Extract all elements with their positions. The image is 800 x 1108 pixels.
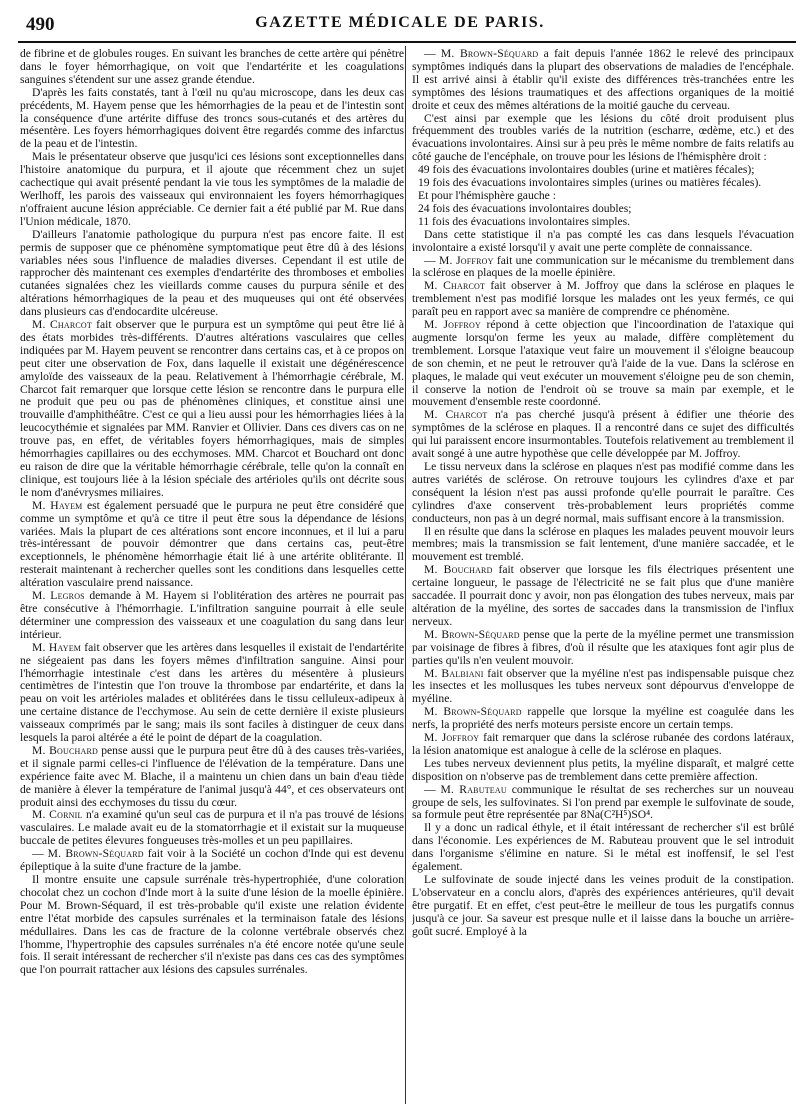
column-divider	[405, 46, 406, 1104]
paragraph-text: Dans cette statistique il n'a pas compté les cas dans lesquels l'évacuation involontaire a existé lorsqu'il y avait une perte complète de connaissance.	[412, 227, 794, 254]
speaker-name: M. Bouchard	[32, 743, 98, 757]
paragraph	[20, 590, 404, 642]
paragraph	[20, 151, 404, 228]
paragraph-text: 19 fois des évacuations involontaires simples (urines ou matières fécales).	[418, 176, 762, 190]
dash-prefix: —	[424, 48, 441, 60]
paragraph	[20, 642, 404, 745]
dash-prefix: —	[32, 847, 48, 861]
speaker-name: M. Hayem	[32, 640, 82, 654]
paragraph-text: fait observer que le purpura est un symptôme qui peut être lié à des états morbides très-différents. D'autres altérations vasculaires que celles indiquées par M. Hayem peuvent se rencontrer dans certains cas, et à ce propos on peut citer une observation de Fox, dans laquelle il existait une dégénérescence amyloïde des vaisseaux de la peau. Relativement à l'hémorrhagie cérébrale, M. Charcot fait remarquer que lorsque cette lésion se rencontre dans le purpura elle ne produit que peu ou pas de phénomènes cliniques, et constitue ainsi une trouvaille d'amphithéâtre. C'est ce qui a lieu aussi pour les hémorrhagies liées à la leucocythémie et signalées par MM. Ranvier et Ollivier. Dans ces divers cas on ne trouve pas, en effet, de véritables foyers hémorrhagiques, mais de simples hémorrhagies capillaires ou des ecchymoses. MM. Charcot et Bouchard ont donc eu raison de dire que la véritable hémorrhagie cérébrale, telle qu'on la connaît en clinique, est toujours liée à la lésion spéciale des artérioles qu'ils ont décrite sous le nom d'anévrysmes miliaires.	[20, 318, 404, 499]
paragraph-text: n'a examiné qu'un seul cas de purpura et il n'a pas trouvé de lésions vasculaires. Le malade avait eu de la stomatorrhagie et il existait sur la muqueuse buccale de petites élevures fongueuses très-molles et un peu papillaires.	[20, 808, 404, 848]
paragraph	[412, 319, 794, 409]
right-column	[412, 48, 794, 1104]
speaker-name: M. Brown-Séquard	[47, 847, 144, 861]
paragraph	[412, 48, 794, 113]
page-header	[0, 0, 800, 44]
header-rule	[18, 41, 796, 43]
paragraph	[412, 526, 794, 565]
paragraph-text: D'ailleurs l'anatomie pathologique du purpura n'est pas encore faite. Il est permis de supposer que ce phénomène symptomatique peut être dû à des lésions variables nées sous l'influence de maladies diverses. Cependant il est utile de rapprocher dès maintenant ces exemples d'endartérite des thromboses et embolies cutanées signalées chez les vieillards comme causes du purpura sénile et des altérations hémorrhagiques de la peau et des muqueuses qui ont été observées dans plusieurs cas d'endocardite ulcéreuse.	[20, 227, 404, 319]
paragraph	[20, 500, 404, 590]
paragraph	[412, 874, 794, 939]
paragraph-text: répond à cette objection que l'incoordination de l'ataxique qui augmente lorsqu'on ferme les yeux au malade, diffère complètement du tremblement. Lorsque l'ataxique veut faire un mouvement il s'éloigne beaucoup de son chemin, et ne peut le retrouver qu'à l'aide de la vue. Dans la sclérose en plaques, le malade qui veut exécuter un mouvement s'éloigne peu de son chemin, il conserve la notion de l'endroit où se trouve sa main par exemple, et le mouvement d'ensemble reste coordonné.	[412, 318, 794, 409]
paragraph	[20, 745, 404, 810]
paragraph	[412, 564, 794, 629]
paragraph-text: 11 fois des évacuations involontaires simples.	[418, 214, 631, 228]
paragraph	[412, 255, 794, 281]
paragraph-text: Il montre ensuite une capsule surrénale très-hypertrophiée, d'une coloration chocolat chez un cochon d'Inde mort à la suite d'une lésion de la moelle épinière. Pour M. Brown-Séquard, il est très-probable qu'il existe une relation évidente entre l'état morbide des capsules surrénales et la terminaison fatale des lésions médullaires. Dans les cas de fracture de la colonne vertébrale observés chez l'homme, l'hypertrophie des capsules surrénales n'a été encore notée qu'une seule fois. Il serait intéressant de rechercher s'il n'existe pas dans ces cas des symptômes que l'on pourrait rattacher aux lésions des capsules surrénales.	[20, 873, 404, 977]
paragraph-text: fait observer que lorsque les fils électriques présentent une certaine longueur, le passage de l'électricité ne se fait plus que d'une manière saccadée. Il pourrait donc y avoir, non pas élongation des tubes nerveux, mais par altération de la myéline, des sortes de saccades dans la transmission de l'influx nerveux.	[412, 563, 794, 628]
paragraph-text: Le sulfovinate de soude injecté dans les veines produit de la constipation. L'observateur en a conclu alors, d'après des expériences antérieures, qu'il devait être purgatif. Et en effet, c'est peut-être le meilleur de tous les purgatifs connus jusqu'à ce jour. Sa saveur est presque nulle et il laisse dans la bouche un arrière-goût sucré. Employé à la	[412, 873, 794, 938]
paragraph	[20, 48, 404, 87]
paragraph-text: fait observer que la myéline n'est pas indispensable puisque chez les insectes et les mollusques les tubes nerveux sont dépourvus d'enveloppe de myéline.	[412, 666, 794, 706]
paragraph-text: fait remarquer que dans la sclérose rubanée des cordons latéraux, la lésion anatomique est analogue à celle de la sclérose en plaques.	[412, 731, 794, 757]
paragraph-text: 24 fois des évacuations involontaires doubles;	[418, 201, 632, 215]
paragraph-text: D'après les faits constatés, tant à l'œil nu qu'au microscope, dans les deux cas précédents, M. Hayem pense que les hémorrhagies de la peau et de l'intestin sont la conséquence d'une artérite diffuse des troncs sous-cutanés et des artères du mésentère. Les foyers hémorrhagiques doivent être regardés comme des infarctus de la peau et de l'intestin.	[20, 85, 404, 151]
paragraph-text: fait observer que les artères dans lesquelles il existait de l'endartérite ne siégeaient pas dans les foyers mêmes d'infiltration sanguine. Ainsi pour l'hémorrhagie intestinale c'est dans les artères du mésentère à plusieurs centimètres de l'intestin que l'on trouve la thrombose par endartérite, et dans la peau on voit les artérioles malades et oblitérées dans le tissu celluleux-adipeux à une certaine distance de l'ecchymose. Au sein de cette dernière il existe plusieurs vaisseaux comprimés par le sang; mais ils sont faciles à distinguer de ceux dans lesquels la paroi altérée a été le point de départ de la coagulation.	[20, 640, 404, 745]
speaker-name: M. Brown-Séquard	[424, 627, 520, 641]
paragraph-text: fait observer à M. Joffroy que dans la sclérose en plaques le tremblement n'est pas modifié lorsque les malades ont les yeux fermés, ce qui paraît peu en rapport avec sa manière de comprendre ce phénomène.	[412, 279, 794, 319]
paragraph-text: Et pour l'hémisphère gauche :	[418, 188, 556, 202]
paragraph-text: Le tissu nerveux dans la sclérose en plaques n'est pas modifié comme dans les autres variétés de sclérose. On retrouve toujours les cylindres d'axe et par conséquent la lésion n'est pas aussi profonde qu'elle pourrait le paraître. Ces cylindres d'axe conservent très-probablement leurs propriétés comme conducteurs, non pas à un degré normal, mais suffisant encore à la transmission.	[412, 460, 794, 525]
paragraph-text: communique le résultat de ses recherches sur un nouveau groupe de sels, les sulfovinates. Si l'on prend par exemple le sulfovinate de soude, sa formule peut être représentée par 8Na(C²H⁵)SO⁴.	[412, 782, 794, 822]
paragraph-text: Il y a donc un radical éthyle, et il était intéressant de rechercher s'il est brûlé dans l'économie. Les expériences de M. Rabuteau prouvent que le sel introduit dans l'organisme s'élimine en nature. Si le métal est inoffensif, le sel l'est également.	[412, 821, 794, 874]
speaker-name: M. Joffroy	[438, 253, 494, 267]
dash-prefix: —	[424, 782, 441, 796]
speaker-name: M. Joffroy	[424, 731, 480, 745]
paragraph-text: C'est ainsi par exemple que les lésions du côté droit produisent plus fréquemment des troubles variés de la nutrition (escharre, œdème, etc.) et des évacuations involontaires. Ainsi sur à peu près le même nombre de faits relatifs au côté gauche de l'encéphale, on trouve pour les lésions de l'hémisphère droit :	[412, 111, 794, 164]
speaker-name: M. Charcot	[424, 279, 486, 293]
speaker-name: M. Hayem	[32, 498, 83, 512]
paragraph-text: Les tubes nerveux deviennent plus petits, la myéline disparaît, et malgré cette disposition on n'observe pas de tremblement dans cette première affection.	[412, 756, 794, 783]
paragraph-text: fait voir à la Société un cochon d'Inde qui est devenu épileptique à la suite d'une fracture de la jambe.	[20, 847, 404, 874]
paragraph	[20, 848, 404, 874]
speaker-name: M. Balbiani	[424, 666, 484, 680]
paragraph	[412, 822, 794, 874]
paragraph-text: fait une communication sur le mécanisme du tremblement dans la sclérose en plaques de la moelle épinière.	[412, 253, 794, 280]
paragraph	[412, 784, 794, 823]
page-number: 490	[26, 14, 55, 35]
paragraph	[20, 874, 404, 977]
speaker-name: M. Charcot	[424, 408, 488, 422]
paragraph	[20, 87, 404, 152]
speaker-name: M. Cornil	[32, 808, 83, 822]
paragraph-text: demande à M. Hayem si l'oblitération des artères ne pourrait pas être consécutive à l'hémorrhagie. L'infiltration sanguine pourrait à elle seule déterminer une compression des vaisseaux et une coagulation du sang dans leur intérieur.	[20, 589, 404, 641]
speaker-name: M. Charcot	[32, 318, 92, 332]
speaker-name: M. Joffroy	[424, 318, 481, 332]
paragraph-text: pense aussi que le purpura peut être dû à des causes très-variées, et il signale parmi celles-ci l'influence de l'élévation de la température. Dans une expérience faite avec M. Blache, il a maintenu un chien dans un bain d'eau tiède de manière à élever la température de l'animal jusqu'à 44°, et ces observateurs ont produit ainsi des ecchymoses du tissu du cœur.	[20, 743, 404, 809]
paragraph	[412, 758, 794, 784]
paragraph-text: 49 fois des évacuations involontaires doubles (urine et matières fécales);	[418, 163, 755, 177]
speaker-name: M. Rabuteau	[440, 782, 507, 796]
paragraph-text: pense que la perte de la myéline permet une transmission par voisinage de fibres à fibres, d'où il résulte que les ataxiques font agir plus de parties qu'ils n'en veulent mouvoir.	[412, 627, 794, 667]
paragraph	[412, 113, 794, 165]
paragraph-text: Mais le présentateur observe que jusqu'ici ces lésions sont exceptionnelles dans l'histoire anatomique du purpura, et il ajoute que récemment chez un sujet cachectique qui avait présenté pendant la vie tous les symptômes de la maladie de Werlhoff, les parois des vaisseaux qui environnaient les foyers hémorrhagiques n'offraient aucune lésion appréciable. Ce dernier fait a été publié par M. Rue dans l'Union médicale, 1870.	[20, 150, 404, 228]
paragraph-text: rappelle que lorsque la myéline est coagulée dans les nerfs, la propriété des nerfs moteurs persiste encore un certain temps.	[412, 705, 794, 732]
paragraph	[412, 280, 794, 319]
speaker-name: M. Brown-Séquard	[440, 48, 539, 60]
paragraph	[20, 319, 404, 500]
paragraph	[412, 629, 794, 668]
paragraph	[20, 809, 404, 848]
paragraph-text: est également persuadé que le purpura ne peut être considéré que comme un symptôme et qu'à ce titre il peut être sous la dépendance de lésions variées. Mais la plupart de ces altérations sont encore inconnues, et il lui a paru très-intéressant de pouvoir démontrer que dans certains cas, peut-être exceptionnels, le phénomène hémorrhagie était lié à une artérite oblitérante. Il resterait maintenant à rechercher quelles sont les conditions dans lesquelles cette altération vasculaire prend naissance.	[20, 498, 404, 590]
paragraph-text: de fibrine et de globules rouges. En suivant les branches de cette artère qui pénètre dans le foyer hémorrhagique, on voit que l'endartérite et les coagulations sanguines s'étendent sur une assez grande étendue.	[20, 48, 404, 86]
paragraph	[412, 706, 794, 732]
dash-prefix: —	[424, 253, 439, 267]
paragraph	[412, 229, 794, 255]
paragraph	[412, 668, 794, 707]
speaker-name: M. Brown-Séquard	[424, 705, 522, 719]
paragraph-text: Il en résulte que dans la sclérose en plaques les malades peuvent mouvoir leurs membres; mais la transmission se fait lentement, d'une manière saccadée, et le mouvement est tremblé.	[412, 524, 794, 564]
paragraph	[412, 461, 794, 526]
journal-title: GAZETTE MÉDICALE DE PARIS.	[255, 14, 545, 31]
left-column	[20, 48, 404, 1104]
speaker-name: M. Bouchard	[424, 563, 493, 577]
paragraph	[20, 229, 404, 319]
paragraph-text: n'a pas cherché jusqu'à présent à édifier une théorie des symptômes de la sclérose en plaques. Il a rencontré dans ce sujet des difficultés qui lui paraissent encore insurmontables. Toutefois relativement au tremblement il avait songé à une autre hypothèse que celle développée par M. Joffroy.	[412, 408, 794, 461]
speaker-name: M. Legros	[32, 589, 85, 603]
paragraph	[412, 409, 794, 461]
paragraph-text: a fait depuis l'année 1862 le relevé des principaux symptômes indiqués dans la plupart des observations de maladies de l'encéphale. Il est arrivé ainsi à établir qu'il existe des différences très-tranchées entre les symptômes des lésions traumatiques et des affections organiques de la moitié droite et ceux des mêmes altérations de la moitié gauche du cerveau.	[412, 48, 794, 112]
paragraph	[412, 732, 794, 758]
